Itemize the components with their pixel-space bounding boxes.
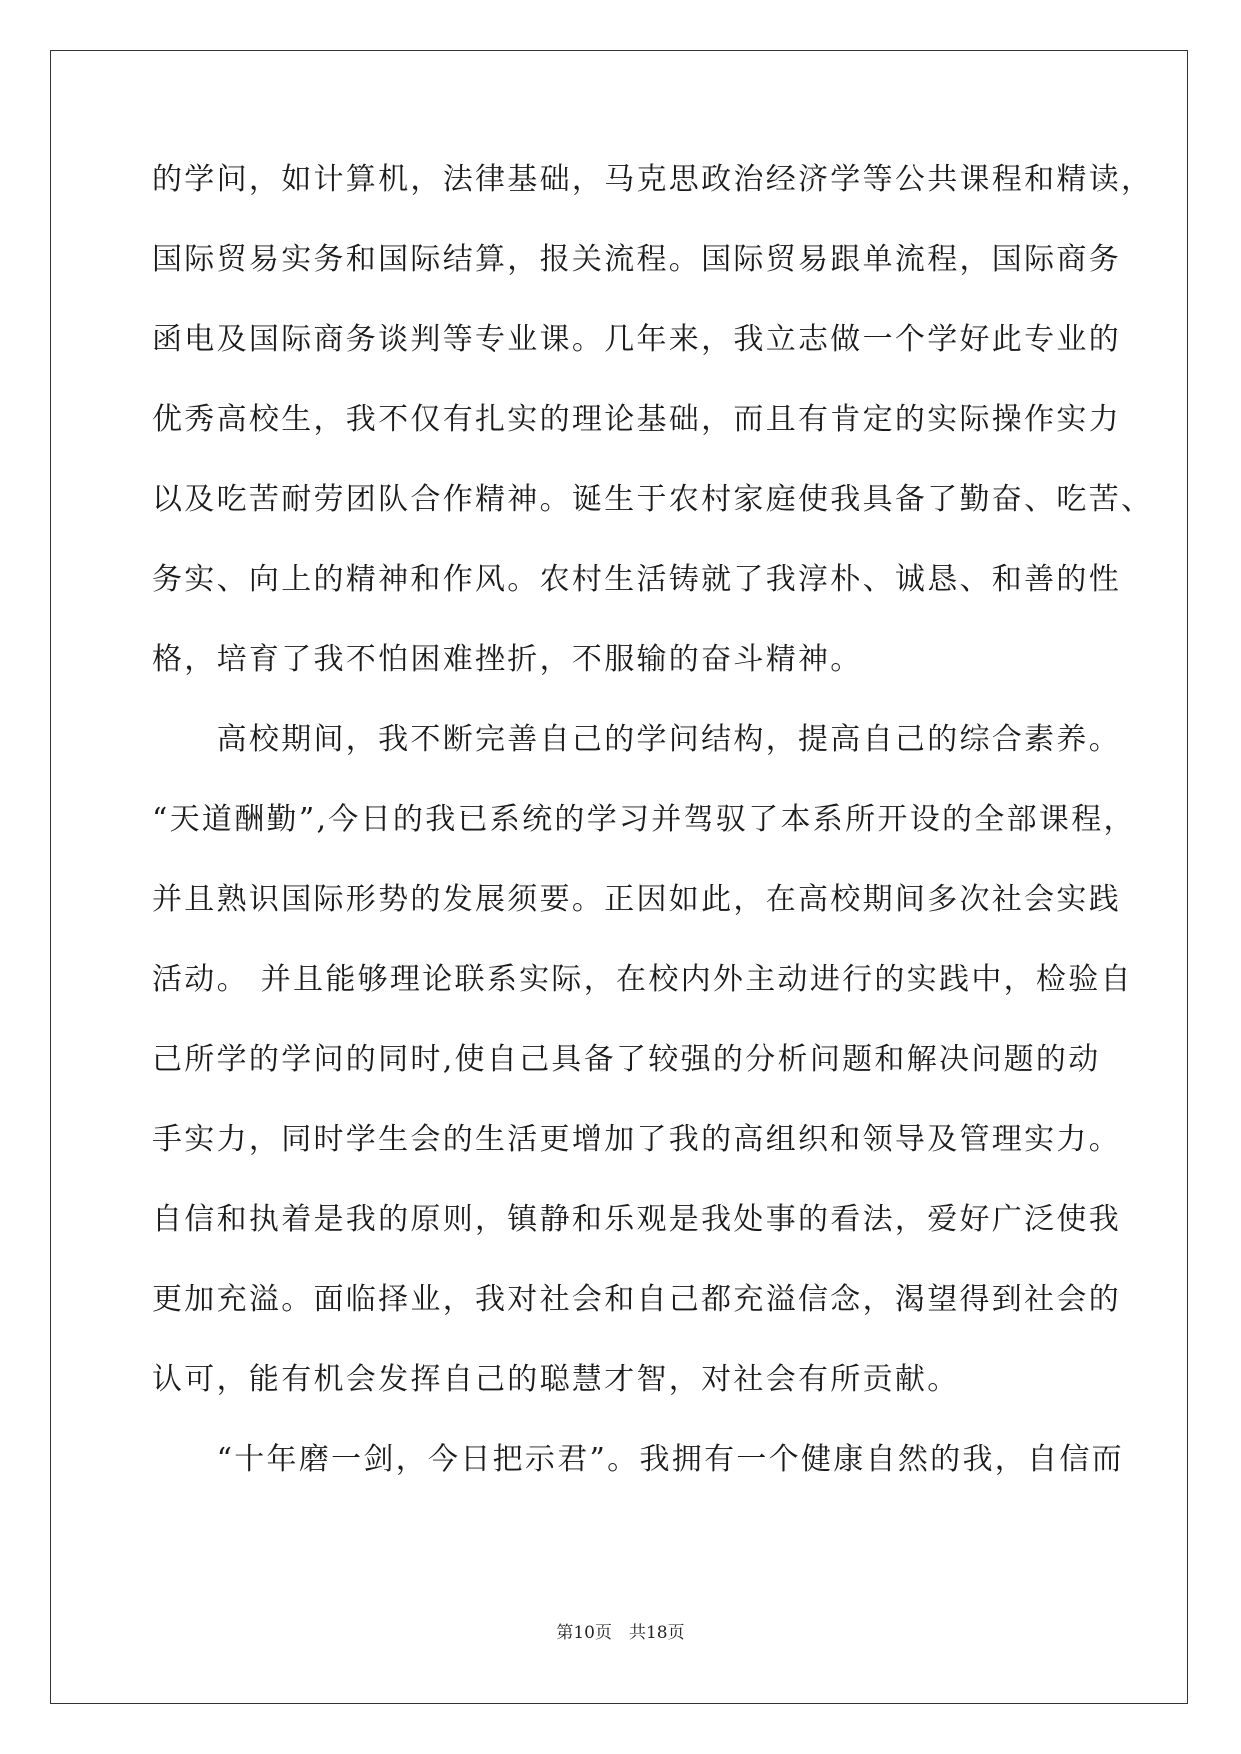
text-line: “天道酬勤”,今日的我已系统的学习并驾驭了本系所开设的全部课程， [152,802,1136,837]
text-line: 优秀高校生，我不仅有扎实的理论基础，而且有肯定的实际操作实力 [152,402,1121,437]
text-line: 己所学的学问的同时,使自己具备了较强的分析问题和解决问题的动 [152,1042,1101,1077]
text-line: 的学问，如计算机，法律基础，马克思政治经济学等公共课程和精读， [152,162,1154,197]
text-line: 并且熟识国际形势的发展须要。正因如此，在高校期间多次社会实践 [152,882,1121,917]
text-line: 函电及国际商务谈判等专业课。几年来，我立志做一个学好此专业的 [152,322,1121,357]
text-line: 手实力，同时学生会的生活更增加了我的高组织和领导及管理实力。 [152,1122,1121,1157]
text-line: “十年磨一剑，今日把示君”。我拥有一个健康自然的我，自信而 [152,1442,1124,1477]
text-line: 高校期间，我不断完善自己的学问结构，提高自己的综合素养。 [152,722,1121,757]
text-line: 以及吃苦耐劳团队合作精神。诞生于农村家庭使我具备了勤奋、吃苦、 [152,482,1154,517]
text-line: 更加充溢。面临择业，我对社会和自己都充溢信念，渴望得到社会的 [152,1282,1121,1317]
text-line: 活动。 并且能够理论联系实际，在校内外主动进行的实践中，检验自 [152,962,1133,997]
text-line: 格，培育了我不怕困难挫折，不服输的奋斗精神。 [152,642,863,677]
text-line: 认可，能有机会发挥自己的聪慧才智，对社会有所贡献。 [152,1362,960,1397]
document-body [152,152,1154,1512]
text-line: 自信和执着是我的原则，镇静和乐观是我处事的看法，爱好广泛使我 [152,1202,1121,1237]
text-line: 务实、向上的精神和作风。农村生活铸就了我淳朴、诚恳、和善的性 [152,562,1121,597]
page-number-footer: 第10页 共18页 [556,1623,685,1643]
text-line: 国际贸易实务和国际结算，报关流程。国际贸易跟单流程，国际商务 [152,242,1121,277]
